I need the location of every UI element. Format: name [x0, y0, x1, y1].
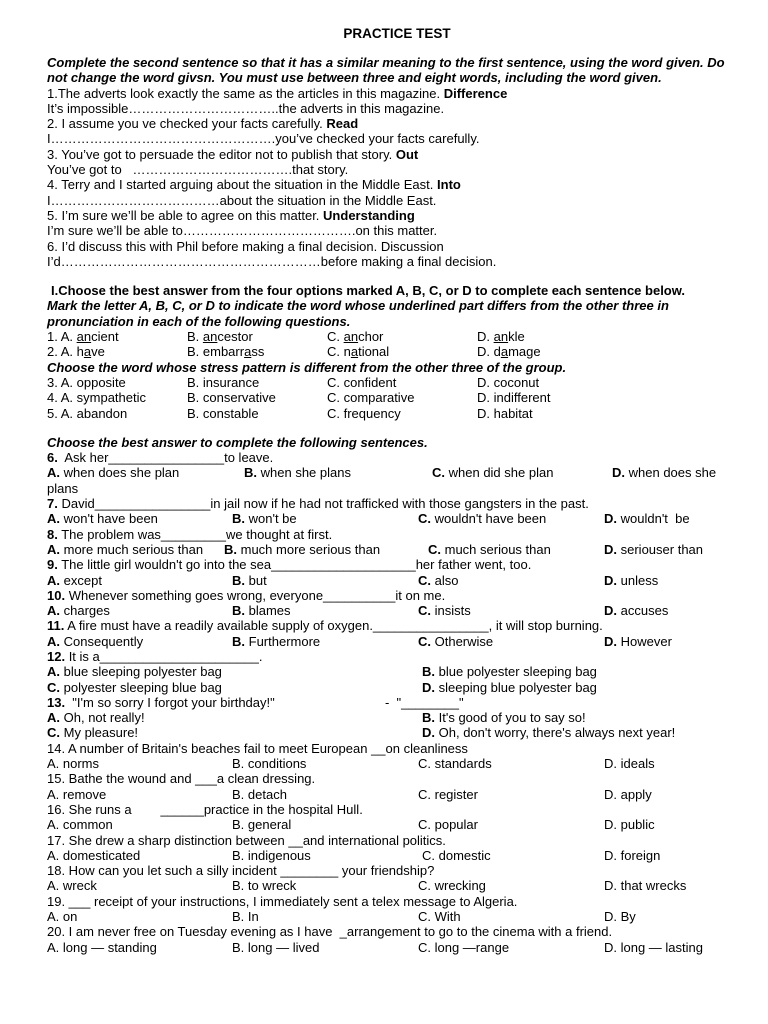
option-c: C. domestic [422, 847, 491, 863]
option-d: D. public [604, 817, 655, 833]
option-c: C. My pleasure! [47, 725, 139, 741]
option-a: A. norms [47, 756, 100, 772]
spacer [47, 421, 747, 435]
option-b: B. blames [232, 603, 291, 619]
rewrite-item-4-second: I…………………………………about the situation in the Middle East. [47, 192, 437, 208]
option: 5. A. abandon [47, 405, 128, 421]
option: B. insurance [187, 374, 260, 390]
pronunciation-row-1 [47, 329, 747, 344]
question-10: 10. Whenever something goes wrong, everyone__________it on me. [47, 587, 446, 603]
stress-row-5 [47, 406, 747, 421]
option-a: A. charges [47, 603, 110, 619]
option-a: A. won't have been [47, 511, 158, 527]
option-b: B. won't be [232, 511, 297, 527]
option-d: D. that wrecks [604, 878, 687, 894]
options-8 [47, 542, 747, 557]
option-c: C. With [418, 909, 461, 925]
question-9: 9. The little girl wouldn't go into the sea____________________her father went, too. [47, 557, 532, 573]
option-a: A. on [47, 909, 78, 925]
rewrite-item-6-first: 6. I’d discuss this with Phil before making a final decision. Discussion [47, 238, 444, 254]
option: 3. A. opposite [47, 374, 126, 390]
option: C. national [327, 344, 390, 360]
option-b: B. It's good of you to say so! [422, 710, 586, 726]
options-14 [47, 756, 747, 771]
option-c: C. popular [418, 817, 478, 833]
option-a: A. long — standing [47, 939, 157, 955]
pronunciation-instruction: Mark the letter A, B, C, or D to indicate the word whose underlined part differs from the other three in pronunciation in each of the following questions. [47, 298, 669, 329]
question-7: 7. David________________in jail now if he had not trafficked with those gangsters in the past. [47, 496, 589, 512]
options-15 [47, 787, 747, 802]
option: C. frequency [327, 405, 401, 421]
option-a: A. domesticated [47, 847, 141, 863]
keyword: Difference [443, 85, 508, 101]
question-11: 11. A fire must have a readily available supply of oxygen.________________, it will stop burning. [47, 618, 603, 634]
option-b: B. to wreck [232, 878, 297, 894]
option-d: D. accuses [604, 603, 669, 619]
question-16: 16. She runs a ______practice in the hospital Hull. [47, 801, 363, 817]
option-d: D. sleeping blue polyester bag [422, 679, 597, 695]
option-a: A. common [47, 817, 113, 833]
option-d: D. Oh, don't worry, there's always next year! [422, 725, 676, 741]
option-b: B. but [232, 572, 267, 588]
option-b: B. general [232, 817, 292, 833]
stress-row-4 [47, 390, 747, 405]
stress-row-3 [47, 375, 747, 390]
option-c: C. polyester sleeping blue bag [47, 679, 222, 695]
keyword: Into [437, 177, 461, 193]
option-a: A. more much serious than [47, 541, 204, 557]
option-d: D. unless [604, 572, 659, 588]
option: B. embarrass [187, 344, 265, 360]
option: D. damage [477, 344, 541, 360]
option-b: B. detach [232, 786, 287, 802]
keyword: Read [326, 116, 359, 132]
option-d: D. foreign [604, 847, 661, 863]
option: B. ancestor [187, 329, 253, 345]
question-18: 18. How can you let such a silly incident ________ your friendship? [47, 863, 435, 879]
option-a: A. Oh, not really! [47, 710, 145, 726]
option-b: B. indigenous [232, 847, 311, 863]
option-b: B. blue polyester sleeping bag [422, 664, 597, 680]
question-8: 8. The problem was_________we thought at first. [47, 526, 333, 542]
question-14: 14. A number of Britain's beaches fail to meet European __on cleanliness [47, 740, 468, 756]
option-b: B. conditions [232, 756, 307, 772]
options-11 [47, 634, 747, 649]
option-a: A. when does she plan [47, 465, 180, 481]
stress-instruction: Choose the word whose stress pattern is different from the other three of the group. [47, 359, 567, 375]
worksheet-page [47, 26, 747, 955]
option-d: D. However [604, 633, 672, 649]
rewrite-item-1-first: 1.The adverts look exactly the same as the articles in this magazine. Difference [47, 85, 508, 101]
options-16 [47, 817, 747, 832]
option-c: C. wouldn't have been [418, 511, 547, 527]
option-c: C. much serious than [428, 541, 551, 557]
rewrite-item-3-second: You’ve got to ……………………………….that story. [47, 162, 349, 178]
option-a: A. blue sleeping polyester bag [47, 664, 222, 680]
options-13 [47, 710, 747, 741]
page-title: PRACTICE TEST [343, 26, 451, 41]
option-b: B. long — lived [232, 939, 320, 955]
option-b: B. when she plans [244, 465, 351, 481]
options-17 [47, 848, 747, 863]
option-c: C. when did she plan [432, 465, 554, 481]
option: D. habitat [477, 405, 533, 421]
rewrite-list [47, 86, 747, 270]
question-20: 20. I am never free on Tuesday evening as I have _arrangement to go to the cinema with a friend. [47, 924, 613, 940]
options-12 [47, 664, 747, 695]
question-12: 12. It is a______________________. [47, 648, 263, 664]
option-a: A. Consequently [47, 633, 144, 649]
options-6 [47, 465, 747, 480]
rewrite-item-3-first: 3. You’ve got to persuade the editor not to publish that story. Out [47, 146, 419, 162]
rewrite-item-1-second: It’s impossible……………………………..the adverts in this magazine. [47, 100, 445, 116]
question-15: 15. Bathe the wound and ___a clean dressing. [47, 771, 316, 787]
option: C. comparative [327, 390, 415, 406]
option: B. conservative [187, 390, 276, 406]
option-c: C. register [418, 786, 478, 802]
option-c: C. insists [418, 603, 471, 619]
options-7 [47, 511, 747, 526]
option: C. confident [327, 374, 397, 390]
option-c: C. long —range [418, 939, 510, 955]
option: D. coconut [477, 374, 540, 390]
option-c: C. standards [418, 756, 492, 772]
option-d: D. seriouser than [604, 541, 704, 557]
option-d-continued: plans [47, 480, 79, 496]
question-19: 19. ___ receipt of your instructions, I immediately sent a telex message to Algeria. [47, 893, 518, 909]
options-10 [47, 603, 747, 618]
section1-instruction: Complete the second sentence so that it has a similar meaning to the first sentence, using the word given. Do not change the word givsn. You must use between three and eight words, including the word given. [47, 55, 725, 86]
option-a: A. except [47, 572, 102, 588]
options-9 [47, 573, 747, 588]
rewrite-item-2-first: 2. I assume you ve checked your facts carefully. Read [47, 116, 359, 132]
section2-heading: I.Choose the best answer from the four options marked A, B, C, or D to complete each sentence below. [51, 283, 685, 299]
section3-instruction: Choose the best answer to complete the following sentences. [47, 434, 428, 450]
option: 1. A. ancient [47, 329, 119, 345]
options-19 [47, 909, 747, 924]
question-17: 17. She drew a sharp distinction between __and international politics. [47, 832, 446, 848]
keyword: Out [395, 146, 419, 162]
option: C. anchor [327, 329, 384, 345]
option-b: B. In [232, 909, 259, 925]
rewrite-item-2-second: I…………………………………………….you’ve checked your facts carefully. [47, 131, 480, 147]
option-c: C. wrecking [418, 878, 486, 894]
option-d: D. wouldn't be [604, 511, 690, 527]
spacer [47, 269, 747, 283]
rewrite-item-5-first: 5. I’m sure we’ll be able to agree on this matter. Understanding [47, 207, 415, 223]
option: D. indifferent [477, 390, 551, 406]
rewrite-item-6-second: I’d……………………………………………………before making a final decision. [47, 253, 497, 269]
option-c: C. also [418, 572, 459, 588]
option: 2. A. have [47, 344, 105, 360]
option-d: D. By [604, 909, 636, 925]
response-blank: - "________" [385, 694, 464, 710]
option-c: C. Otherwise [418, 633, 494, 649]
option-b: B. much more serious than [224, 541, 381, 557]
options-18 [47, 878, 747, 893]
rewrite-item-4-first: 4. Terry and I started arguing about the situation in the Middle East. Into [47, 177, 461, 193]
option-d: D. ideals [604, 756, 655, 772]
question-13: 13. "I'm so sorry I forgot your birthday!" - "________" [47, 694, 464, 710]
pronunciation-row-2 [47, 344, 747, 359]
option-a: A. remove [47, 786, 107, 802]
option-b: B. Furthermore [232, 633, 321, 649]
option-d: D. when does she [612, 465, 717, 481]
option-a: A. wreck [47, 878, 97, 894]
options-20 [47, 940, 747, 955]
option: B. constable [187, 405, 259, 421]
rewrite-item-5-second: I’m sure we’ll be able to………………………………….on this matter. [47, 223, 438, 239]
option-d: D. long — lasting [604, 939, 703, 955]
option: D. ankle [477, 329, 525, 345]
plain-question-list [47, 741, 747, 955]
option: 4. A. sympathetic [47, 390, 146, 406]
keyword: Understanding [323, 207, 415, 223]
question-6: 6. Ask her________________to leave. [47, 450, 274, 466]
option-d: D. apply [604, 786, 652, 802]
